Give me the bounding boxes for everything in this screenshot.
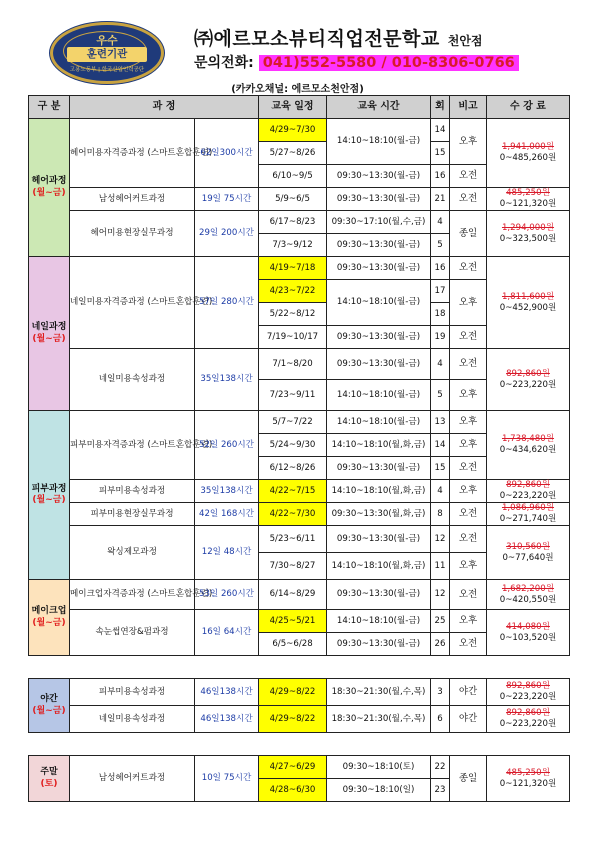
session-dates: 4/28~6/30 — [259, 779, 327, 802]
session-time: 09:30~18:10(일) — [327, 779, 431, 802]
course-duration: 35일138시간 — [195, 480, 259, 503]
session-time: 14:10~18:10(월,화,금) — [327, 434, 431, 457]
session-round: 14 — [431, 434, 450, 457]
table-row — [29, 480, 570, 503]
course-duration: 10일 75시간 — [195, 756, 259, 802]
session-round: 12 — [431, 526, 450, 553]
session-round: 16 — [431, 257, 450, 280]
table-header-row — [29, 96, 570, 119]
title-row — [194, 24, 483, 51]
session-round: 12 — [431, 580, 450, 610]
course-fee: 414,080원 0~103,520원 — [487, 610, 570, 656]
course-fee: 1,811,600원 0~452,900원 — [487, 257, 570, 349]
badge-mid-text: 훈련기관 — [67, 47, 147, 62]
session-note: 종일 — [450, 756, 487, 802]
session-time: 18:30~21:30(월,수,목) — [327, 706, 431, 733]
course-fee: 485,250원 0~121,320원 — [487, 188, 570, 211]
session-round: 8 — [431, 503, 450, 526]
course-duration: 57일 280시간 — [195, 257, 259, 349]
course-name: 피부미용현장실무과정 — [70, 503, 195, 526]
session-note: 오후 — [450, 411, 487, 434]
session-round: 16 — [431, 165, 450, 188]
col-category: 구 분 — [29, 96, 70, 119]
session-time: 14:10~18:10(월,화,금) — [327, 553, 431, 580]
course-duration: 62일300시간 — [195, 119, 259, 188]
course-duration: 16일 64시간 — [195, 610, 259, 656]
section-gap — [29, 656, 570, 679]
session-time: 14:10~18:10(월-금) — [327, 610, 431, 633]
phone-row — [194, 52, 519, 72]
session-time: 14:10~18:10(월-금) — [327, 280, 431, 326]
session-round: 5 — [431, 234, 450, 257]
category-hair: 헤어과정 (월~금) — [29, 119, 70, 257]
session-dates: 4/22~7/15 — [259, 480, 327, 503]
session-note: 오전 — [450, 349, 487, 380]
course-duration: 12일 48시간 — [195, 526, 259, 580]
session-time: 18:30~21:30(월,수,목) — [327, 679, 431, 706]
course-fee: 892,860원 0~223,220원 — [487, 349, 570, 411]
session-dates: 7/19~10/17 — [259, 326, 327, 349]
session-round: 23 — [431, 779, 450, 802]
session-note: 오전 — [450, 165, 487, 188]
course-duration: 29일 200시간 — [195, 211, 259, 257]
session-note: 야간 — [450, 679, 487, 706]
session-round: 19 — [431, 326, 450, 349]
session-time: 09:30~13:30(월-금) — [327, 580, 431, 610]
session-time: 09:30~13:30(월-금) — [327, 188, 431, 211]
session-dates: 7/3~9/12 — [259, 234, 327, 257]
session-note: 종일 — [450, 211, 487, 257]
session-time: 14:10~18:10(월-금) — [327, 411, 431, 434]
table-row — [29, 610, 570, 633]
course-fee: 892,860원 0~223,220원 — [487, 706, 570, 733]
session-round: 14 — [431, 119, 450, 142]
session-round: 15 — [431, 457, 450, 480]
school-title: ㈜에르모소뷰티직업전문학교 — [194, 28, 440, 50]
session-round: 26 — [431, 633, 450, 656]
session-dates: 4/19~7/18 — [259, 257, 327, 280]
course-name: 남성헤어커트과정 — [70, 756, 195, 802]
session-round: 22 — [431, 756, 450, 779]
course-duration: 19일 75시간 — [195, 188, 259, 211]
table-row — [29, 349, 570, 380]
col-fee: 수 강 료 — [487, 96, 570, 119]
session-note: 오후 — [450, 380, 487, 411]
course-name: 피부미용속성과정 — [70, 480, 195, 503]
course-name: 피부미용속성과정 — [70, 679, 195, 706]
session-time: 09:30~17:10(월,수,금) — [327, 211, 431, 234]
table-row — [29, 706, 570, 733]
session-note: 오전 — [450, 188, 487, 211]
session-note: 오후 — [450, 553, 487, 580]
session-dates: 4/25~5/21 — [259, 610, 327, 633]
table-row — [29, 119, 570, 142]
col-round: 회 — [431, 96, 450, 119]
col-schedule: 교육 일정 — [259, 96, 327, 119]
col-course: 과 정 — [70, 96, 259, 119]
session-dates: 7/30~8/27 — [259, 553, 327, 580]
table-row — [29, 756, 570, 779]
session-dates: 4/23~7/22 — [259, 280, 327, 303]
course-duration: 52일 260시간 — [195, 411, 259, 480]
session-note: 오전 — [450, 633, 487, 656]
session-note: 오전 — [450, 580, 487, 610]
col-note: 비고 — [450, 96, 487, 119]
course-name: 피부미용자격증과정 (스마트혼합훈련) — [70, 411, 195, 480]
excellent-training-badge-icon — [50, 22, 164, 84]
session-dates: 6/10~9/5 — [259, 165, 327, 188]
session-dates: 6/12~8/26 — [259, 457, 327, 480]
col-time: 교육 시간 — [327, 96, 431, 119]
phone-label: 문의전화: — [194, 55, 254, 71]
session-dates: 6/17~8/23 — [259, 211, 327, 234]
course-fee: 485,250원 0~121,320원 — [487, 756, 570, 802]
session-dates: 6/14~8/29 — [259, 580, 327, 610]
course-fee: 892,860원 0~223,220원 — [487, 480, 570, 503]
session-note: 오전 — [450, 457, 487, 480]
badge-bottom-text: 고용노동부 | 한국산업인력공단 — [69, 67, 145, 73]
session-time: 14:10~18:10(월-금) — [327, 380, 431, 411]
category-night: 야간 (월~금) — [29, 679, 70, 733]
session-note: 오후 — [450, 434, 487, 457]
session-round: 17 — [431, 280, 450, 303]
session-dates: 4/29~8/22 — [259, 706, 327, 733]
session-round: 4 — [431, 349, 450, 380]
course-duration: 53일 260시간 — [195, 580, 259, 610]
category-skin: 피부과정 (월~금) — [29, 411, 70, 580]
session-round: 13 — [431, 411, 450, 434]
badge-top-text: 우수 — [96, 34, 118, 47]
session-round: 4 — [431, 211, 450, 234]
session-time: 09:30~13:30(월-금) — [327, 526, 431, 553]
session-dates: 5/7~7/22 — [259, 411, 327, 434]
session-time: 14:10~18:10(월,화,금) — [327, 480, 431, 503]
phone-number[interactable]: 041)552-5580 / 010-8306-0766 — [259, 55, 519, 71]
session-time: 09:30~13:30(월-금) — [327, 457, 431, 480]
table-row — [29, 411, 570, 434]
course-name: 네일미용속성과정 — [70, 349, 195, 411]
branch-name: 천안점 — [447, 34, 483, 48]
course-fee: 310,560원 0~77,640원 — [487, 526, 570, 580]
session-dates: 4/22~7/30 — [259, 503, 327, 526]
session-time: 09:30~13:30(월,화,금) — [327, 503, 431, 526]
table-row — [29, 503, 570, 526]
course-fee: 1,294,000원 0~323,500원 — [487, 211, 570, 257]
session-dates: 5/9~6/5 — [259, 188, 327, 211]
session-note: 오전 — [450, 526, 487, 553]
session-round: 5 — [431, 380, 450, 411]
session-time: 09:30~13:30(월-금) — [327, 633, 431, 656]
session-dates: 6/5~6/28 — [259, 633, 327, 656]
session-note: 오후 — [450, 119, 487, 165]
course-duration: 42일 168시간 — [195, 503, 259, 526]
course-name: 헤어미용자격증과정 (스마트혼합훈련) — [70, 119, 195, 188]
session-round: 3 — [431, 679, 450, 706]
session-round: 15 — [431, 142, 450, 165]
session-dates: 7/1~8/20 — [259, 349, 327, 380]
course-fee: 1,941,000원 0~485,260원 — [487, 119, 570, 188]
course-fee: 892,860원 0~223,220원 — [487, 679, 570, 706]
session-dates: 5/27~8/26 — [259, 142, 327, 165]
course-name: 네일미용속성과정 — [70, 706, 195, 733]
course-fee: 1,738,480원 0~434,620원 — [487, 411, 570, 480]
course-duration: 35일138시간 — [195, 349, 259, 411]
session-round: 6 — [431, 706, 450, 733]
session-dates: 4/27~6/29 — [259, 756, 327, 779]
course-name: 왁싱제모과정 — [70, 526, 195, 580]
session-note: 오후 — [450, 280, 487, 326]
kakao-channel[interactable]: (카카오채널: 에르모소천안점) — [231, 84, 364, 95]
course-name: 속눈썹연장&펌과정 — [70, 610, 195, 656]
course-schedule-table — [28, 95, 570, 802]
category-nail: 네일과정 (월~금) — [29, 257, 70, 411]
session-dates: 5/22~8/12 — [259, 303, 327, 326]
course-duration: 46일138시간 — [195, 679, 259, 706]
session-time: 14:10~18:10(월-금) — [327, 119, 431, 165]
session-dates: 5/24~9/30 — [259, 434, 327, 457]
session-round: 21 — [431, 188, 450, 211]
table-row — [29, 188, 570, 211]
session-time: 09:30~13:30(월-금) — [327, 326, 431, 349]
session-time: 09:30~13:30(월-금) — [327, 257, 431, 280]
category-weekend: 주말 (토) — [29, 756, 70, 802]
session-round: 25 — [431, 610, 450, 633]
session-note: 오후 — [450, 480, 487, 503]
table-row — [29, 211, 570, 234]
session-time: 09:30~13:30(월-금) — [327, 165, 431, 188]
course-name: 남성헤어커트과정 — [70, 188, 195, 211]
session-round: 11 — [431, 553, 450, 580]
table-row — [29, 526, 570, 553]
session-round: 18 — [431, 303, 450, 326]
session-dates: 4/29~7/30 — [259, 119, 327, 142]
category-makeup: 메이크업 (월~금) — [29, 580, 70, 656]
session-time: 09:30~13:30(월-금) — [327, 349, 431, 380]
session-time: 09:30~13:30(월-금) — [327, 234, 431, 257]
session-note: 오후 — [450, 610, 487, 633]
course-name: 메이크업자격증과정 (스마트혼합훈련) — [70, 580, 195, 610]
session-note: 오전 — [450, 326, 487, 349]
course-fee: 1,682,200원 0~420,550원 — [487, 580, 570, 610]
session-note: 야간 — [450, 706, 487, 733]
course-duration: 46일138시간 — [195, 706, 259, 733]
table-row — [29, 679, 570, 706]
session-dates: 5/23~6/11 — [259, 526, 327, 553]
table-row — [29, 580, 570, 610]
course-fee: 1,086,960원 0~271,740원 — [487, 503, 570, 526]
session-note: 오전 — [450, 503, 487, 526]
session-dates: 4/29~8/22 — [259, 679, 327, 706]
session-note: 오전 — [450, 257, 487, 280]
course-name: 네일미용자격증과정 (스마트혼합훈련) — [70, 257, 195, 349]
table-row — [29, 257, 570, 280]
session-dates: 7/23~9/11 — [259, 380, 327, 411]
session-time: 09:30~18:10(토) — [327, 756, 431, 779]
section-gap — [29, 733, 570, 756]
header — [0, 0, 595, 110]
session-round: 4 — [431, 480, 450, 503]
course-name: 헤어미용현장실무과정 — [70, 211, 195, 257]
